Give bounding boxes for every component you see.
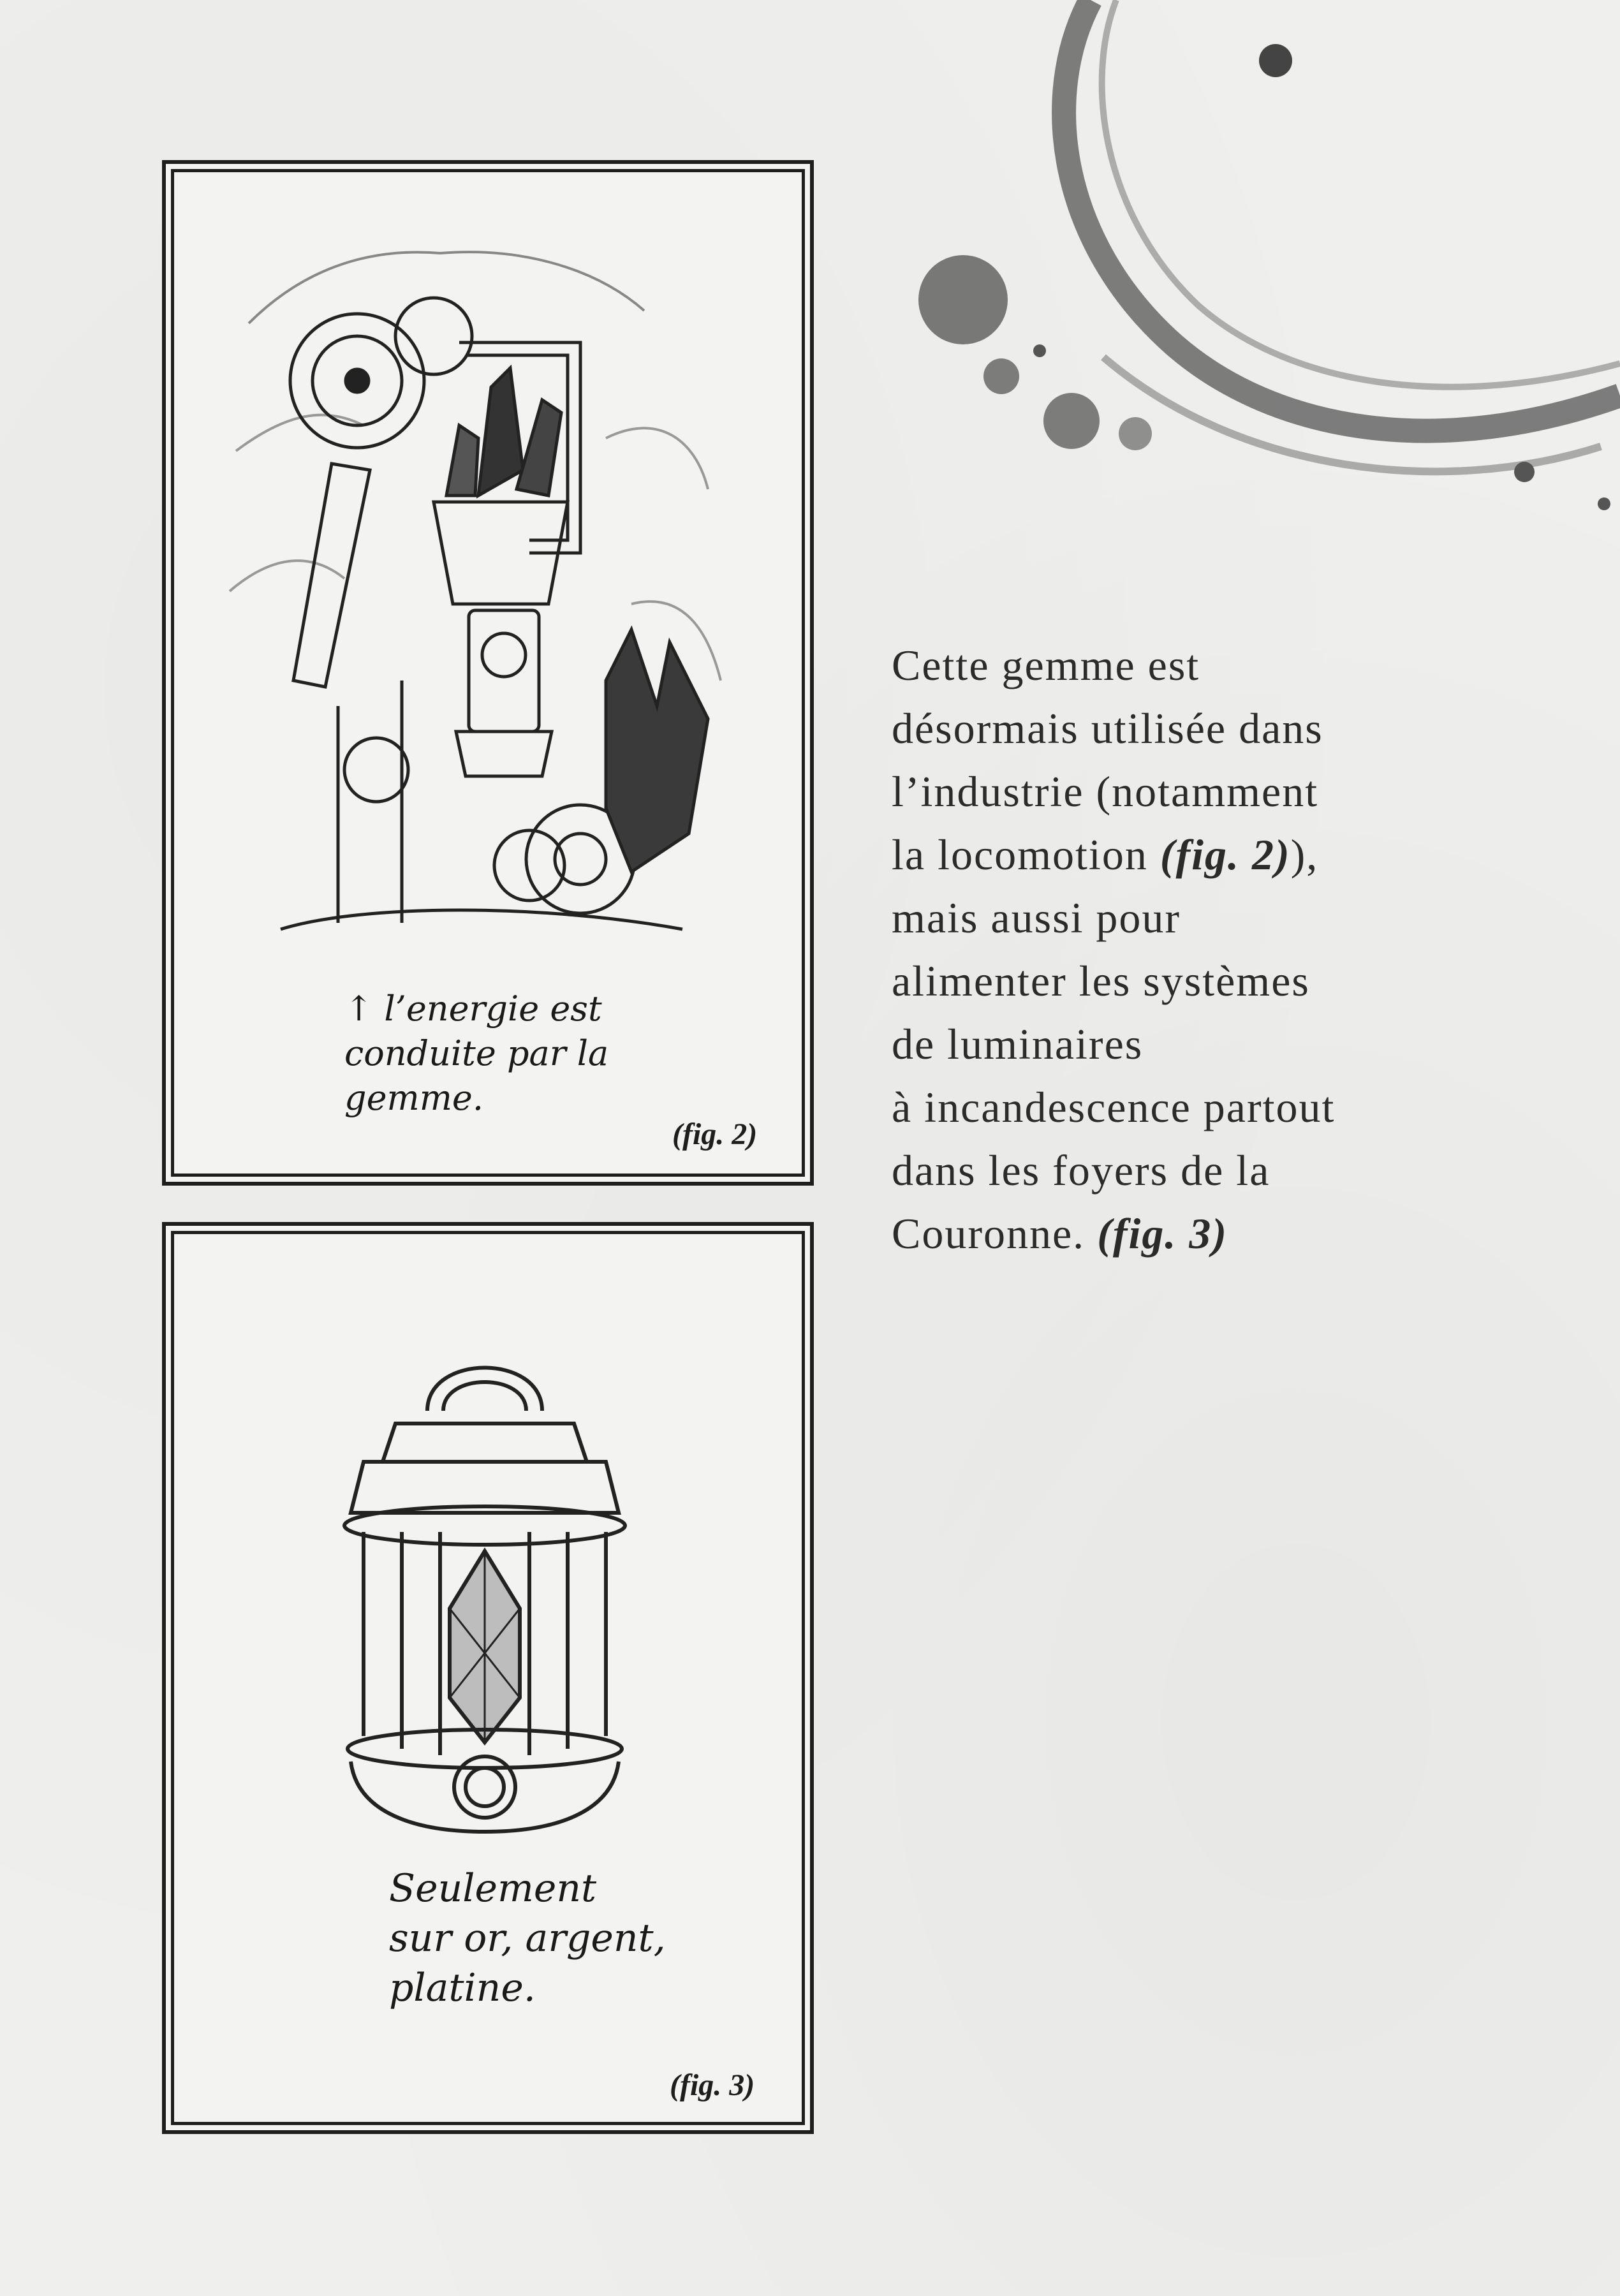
body-line: à incandescence partout [892, 1083, 1336, 1131]
body-line: Cette gemme est [892, 641, 1200, 689]
lantern-illustration [300, 1341, 670, 1838]
body-paragraph [892, 634, 1580, 1265]
body-line: alimenter les systèmes [892, 957, 1310, 1005]
steam-engine-illustration [223, 196, 733, 961]
handwritten-note-fig2: ↑ l’energie est conduite par la gemme. [344, 989, 609, 1118]
body-line: désormais utilisée dans [892, 704, 1323, 753]
body-line: dans les foyers de la [892, 1146, 1270, 1195]
body-line: l’industrie (notamment [892, 767, 1319, 816]
body-line: mais aussi pour [892, 894, 1181, 942]
figure-2-reference: (fig. 2) [1160, 830, 1291, 879]
body-line-text: la locomotion [892, 830, 1160, 879]
figure-3-frame [162, 1222, 814, 2134]
figure-2-caption: (fig. 2) [672, 1117, 758, 1151]
coffee-stain [880, 0, 1620, 548]
figure-2-frame [162, 160, 814, 1186]
handwritten-note-fig3: Seulement sur or, argent, platine. [389, 1866, 666, 2010]
body-line [892, 1202, 1580, 1265]
body-line: de luminaires [892, 1020, 1144, 1068]
figure-3-caption: (fig. 3) [670, 2068, 755, 2102]
body-line-text: Couronne. [892, 1209, 1098, 1258]
body-line-suffix: ), [1290, 830, 1319, 879]
figure-3-reference: (fig. 3) [1097, 1209, 1228, 1258]
body-line [892, 823, 1580, 887]
